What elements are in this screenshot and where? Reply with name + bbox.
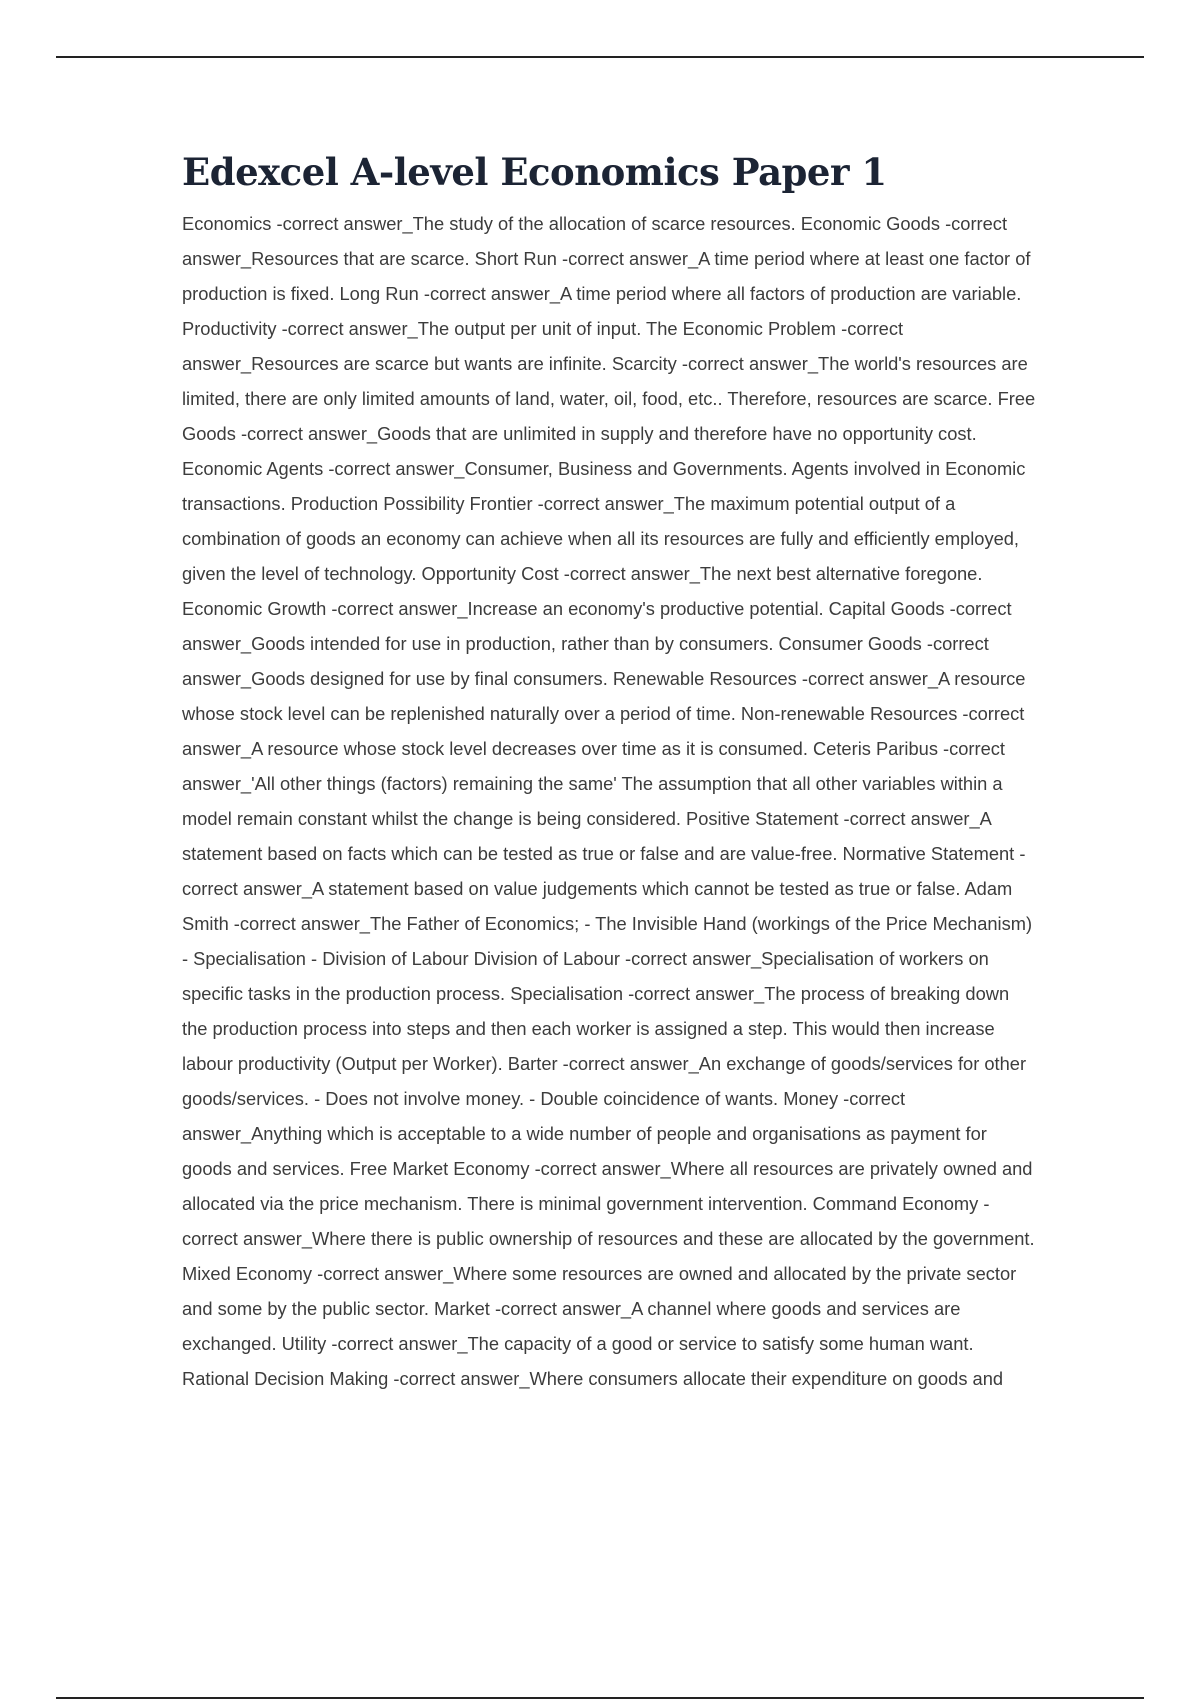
document-content <box>182 150 1037 1396</box>
document-title: Edexcel A-level Economics Paper 1 <box>182 150 887 194</box>
top-page-rule <box>56 56 1144 58</box>
bottom-page-rule <box>56 1697 1144 1699</box>
document-body-text: Economics -correct answer_The study of the allocation of scarce resources. Economic Goods -correct answer_Resources that are scarce. Short Run -correct answer_A time period where at least one factor of production is fixed. Long Run -correct answer_A time period where all factors of production are variable. Productivity -correct answer_The output per unit of input. The Economic Problem -correct answer_Resources are scarce but wants are infinite. Scarcity -correct answer_The world's resources are limited, there are only limited amounts of land, water, oil, food, etc.. Therefore, resources are scarce. Free Goods -correct answer_Goods that are unlimited in supply and therefore have no opportunity cost. Economic Agents -correct answer_Consumer, Business and Governments. Agents involved in Economic transactions. Production Possibility Frontier -correct answer_The maximum potential output of a combination of goods an economy can achieve when all its resources are fully and efficiently employed, given the level of technology. Opportunity Cost -correct answer_The next best alternative foregone. Economic Growth -correct answer_Increase an economy's productive potential. Capital Goods -correct answer_Goods intended for use in production, rather than by consumers. Consumer Goods -correct answer_Goods designed for use by final consumers. Renewable Resources -correct answer_A resource whose stock level can be replenished naturally over a period of time. Non-renewable Resources -correct answer_A resource whose stock level decreases over time as it is consumed. Ceteris Paribus -correct answer_'All other things (factors) remaining the same' The assumption that all other variables within a model remain constant whilst the change is being considered. Positive Statement -correct answer_A statement based on facts which can be tested as true or false and are value-free. Normative Statement -correct answer_A statement based on value judgements which cannot be tested as true or false. Adam Smith -correct answer_The Father of Economics; - The Invisible Hand (workings of the Price Mechanism) - Specialisation - Division of Labour Division of Labour -correct answer_Specialisation of workers on specific tasks in the production process. Specialisation -correct answer_The process of breaking down the production process into steps and then each worker is assigned a step. This would then increase labour productivity (Output per Worker). Barter -correct answer_An exchange of goods/services for other goods/services. - Does not involve money. - Double coincidence of wants. Money -correct answer_Anything which is acceptable to a wide number of people and organisations as payment for goods and services. Free Market Economy -correct answer_Where all resources are privately owned and allocated via the price mechanism. There is minimal government intervention. Command Economy -correct answer_Where there is public ownership of resources and these are allocated by the government. Mixed Economy -correct answer_Where some resources are owned and allocated by the private sector and some by the public sector. Market -correct answer_A channel where goods and services are exchanged. Utility -correct answer_The capacity of a good or service to satisfy some human want. Rational Decision Making -correct answer_Where consumers allocate their expenditure on goods and <box>182 213 1036 1389</box>
